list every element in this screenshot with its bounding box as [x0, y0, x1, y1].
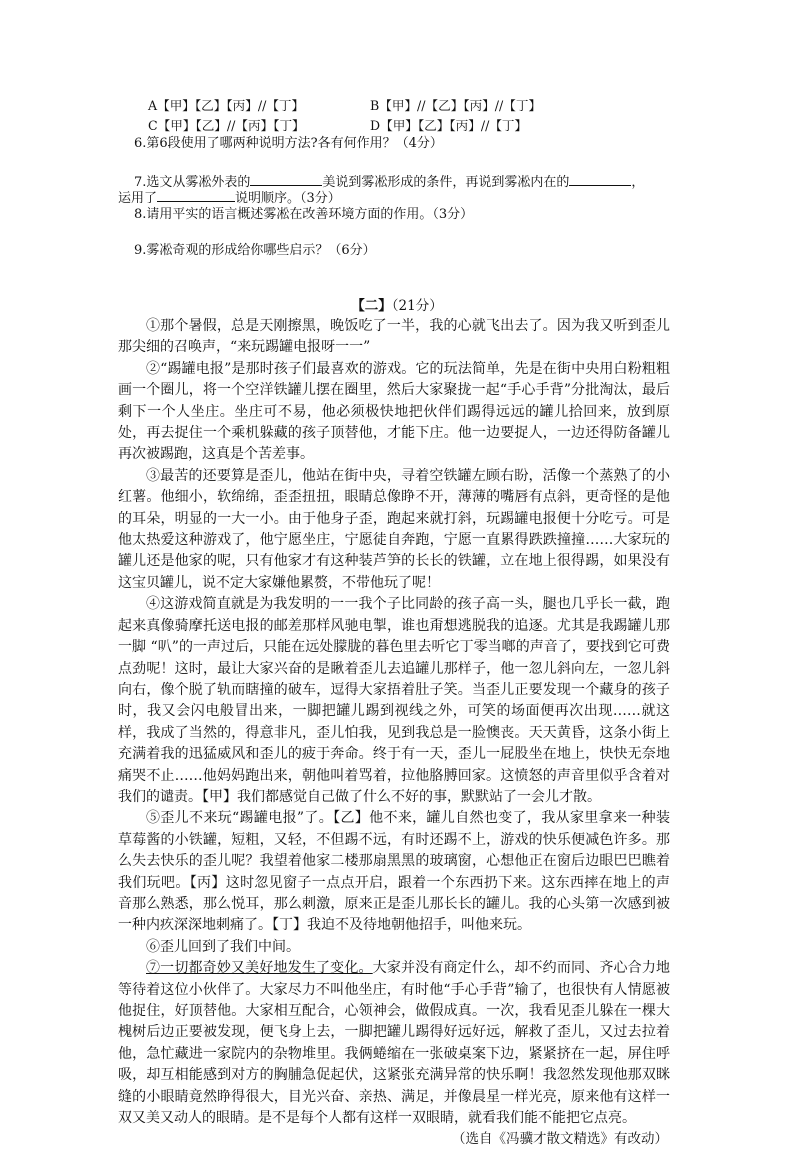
paragraph-1: ①那个暑假，总是天刚擦黑，晚饭吃了一半，我的心就飞出去了。因为我又听到歪儿那尖细的召唤声，“来玩踢罐电报呀一一” — [118, 318, 670, 356]
paragraph-7-underlined: ⑦一切都奇妙又美好地发生了变化。 — [146, 960, 373, 977]
question-6: 6.第6段使用了哪两种说明方法?各有何作用？（4分） — [134, 136, 443, 151]
section-title: 【二】 — [351, 298, 392, 314]
paragraph-7 — [118, 958, 670, 1129]
question-7-text-5: 说明顺序。（3分） — [235, 191, 341, 206]
answer-options — [148, 96, 648, 136]
answer-blank-1 — [250, 171, 322, 186]
section-heading — [0, 296, 794, 316]
paragraph-6: ⑥歪儿回到了我们中间。 — [146, 938, 300, 955]
question-7-text-1: 7.选文从雾凇外表的 — [134, 175, 251, 190]
answer-blank-2 — [569, 171, 631, 186]
question-9: 9.雾凇奇观的形成给你哪些启示？（6分） — [134, 243, 376, 258]
paragraph-7-rest: 大家并没有商定什么，却不约而同、齐心合力地等待着这位小伙伴了。大家尽力不叫他坐庄，有时他“手心手背”输了，也很快有人情愿被他捉住，好顶替他。大家相互配合，心领神会，做假成真。一次，我看见歪儿躲在一棵大槐树后边正要被发现，便飞身上去，一脚把罐儿踢得好远好远，解救了歪儿，又过去拉着他，急忙藏进一家院内的杂物堆里。我俩蜷缩在一张破桌案下边，紧紧挤在一起，屏住呼吸，却互相能感到对方的胸脯急促起伏，这紧张充满异常的快乐啊！我忽然发现他那双眯缝的小眼睛竟然睁得很大，目光兴奋、亲热、满足，并像晨星一样光亮，原来他有这样一双又美又动人的眼睛。是不是每个人都有这样一双眼睛，就看我们能不能把它点亮。 — [118, 960, 671, 1127]
options-row-1 — [148, 96, 648, 116]
option-b: B【甲】//【乙】【丙】//【丁】 — [370, 98, 542, 113]
reading-passage — [118, 316, 670, 1151]
question-7-text-3: ， — [631, 175, 645, 190]
paragraph-3: ③最苦的还要算是歪儿，他站在街中央，寻着空铁罐左顾右盼，活像一个蒸熟了的小红薯。他细小，软绵绵，歪歪扭扭，眼睛总像睁不开，薄薄的嘴唇有点斜，更奇怪的是他的耳朵，明显的一大一小。由于他身子歪，跑起来就打斜，玩踢罐电报便十分吃亏。可是他太热爱这种游戏了，他宁愿坐庄，宁愿徒自奔跑，宁愿一直累得跌跌撞撞……大家玩的罐儿还是他家的呢，只有他家才有这种装芦笋的长长的铁罐，立在地上很得踢，如果没有这宝贝罐儿，说不定大家嫌他累赘，不带他玩了呢！ — [118, 467, 670, 591]
paragraph-4: ④这游戏简直就是为我发明的一一我个子比同龄的孩子高一头，腿也几乎长一截，跑起来真像骑摩托送电报的邮差那样风驰电掣，谁也甭想逃脱我的追逐。尤其是我踢罐儿那一脚 “叭”的一声过后，只能在远处朦胧的暮色里去听它丁零当啷的声音了，要找到它可费点劲呢！这时，最让大家兴奋的是瞅着歪儿去追罐儿那样子，他一忽儿斜向左，一忽儿斜向右，像个脱了轨而瞎撞的破车，逗得大家捂着肚子笑。当歪儿正要发现一个藏身的孩子时，我又会闪电般冒出来，一脚把罐儿踢到视线之外，可笑的场面便再次出现……就这样，我成了当然的，得意非凡，歪儿怕我，见到我总是一脸懊丧。天天黄昏，这条小街上充满着我的迅猛威风和歪儿的疲于奔命。终于有一天，歪儿一屁股坐在地上，快快无奈地痛哭不止……他妈妈跑出来，朝他叫着骂着，拉他胳膊回家。这愤怒的声音里似乎含着对我们的谴责。【甲】我们都感觉自己做了什么不好的事，默默站了一会儿才散。 — [118, 596, 670, 805]
options-row-2 — [148, 116, 648, 136]
option-c: C【甲】【乙】//【丙】【丁】 — [148, 118, 305, 133]
question-7-text-2: 美说到雾凇形成的条件，再说到雾凇内在的 — [322, 175, 570, 190]
source-citation: （选自《冯骥才散文精选》有改动） — [452, 1131, 668, 1148]
option-a: A【甲】【乙】【丙】//【丁】 — [148, 98, 305, 113]
question-7-text-4: 运用了 — [118, 191, 158, 206]
paragraph-5: ⑤歪儿不来玩“踢罐电报”了。【乙】他不来，罐儿自然也变了，我从家里拿来一种装草莓酱的小铁罐，短粗，又轻，不但踢不远，有时还踢不上，游戏的快乐便减色许多。那么失去快乐的歪儿呢？我望着他家二楼那扇黑黑的玻璃窗，心想他正在窗后边眼巴巴瞧着我们玩吧。【丙】这时忽见窗子一点点开启，跟着一个东西扔下来。这东西摔在地上的声音那么熟悉，那么悦耳，那么刺激，原来正是歪儿那长长的罐儿。我的心头第一次感到被一种内疚深深地刺痛了。【丁】我迫不及待地朝他招手，叫他来玩。 — [118, 810, 670, 934]
section-points: （21分） — [391, 298, 443, 314]
option-d: D【甲】【乙】【丙】//【丁】 — [370, 118, 528, 133]
paragraph-2: ②“踢罐电报”是那时孩子们最喜欢的游戏。它的玩法简单，先是在街中央用白粉粗粗画一个圈儿，将一个空洋铁罐儿摆在圈里，然后大家聚拢一起“手心手背”分批淘汰，最后剩下一个人坐庄。坐庄可不易，他必须极快地把伙伴们踢得远远的罐儿拾回来，放到原处，再去捉住一个乘机躲藏的孩子顶替他，才能下庄。他一边要捉人，一边还得防备罐儿再次被踢跑，这真是个苦差事。 — [118, 360, 670, 463]
answer-blank-3 — [157, 187, 235, 202]
question-8: 8.请用平实的语言概述雾凇在改善环境方面的作用。（3分） — [134, 207, 474, 222]
